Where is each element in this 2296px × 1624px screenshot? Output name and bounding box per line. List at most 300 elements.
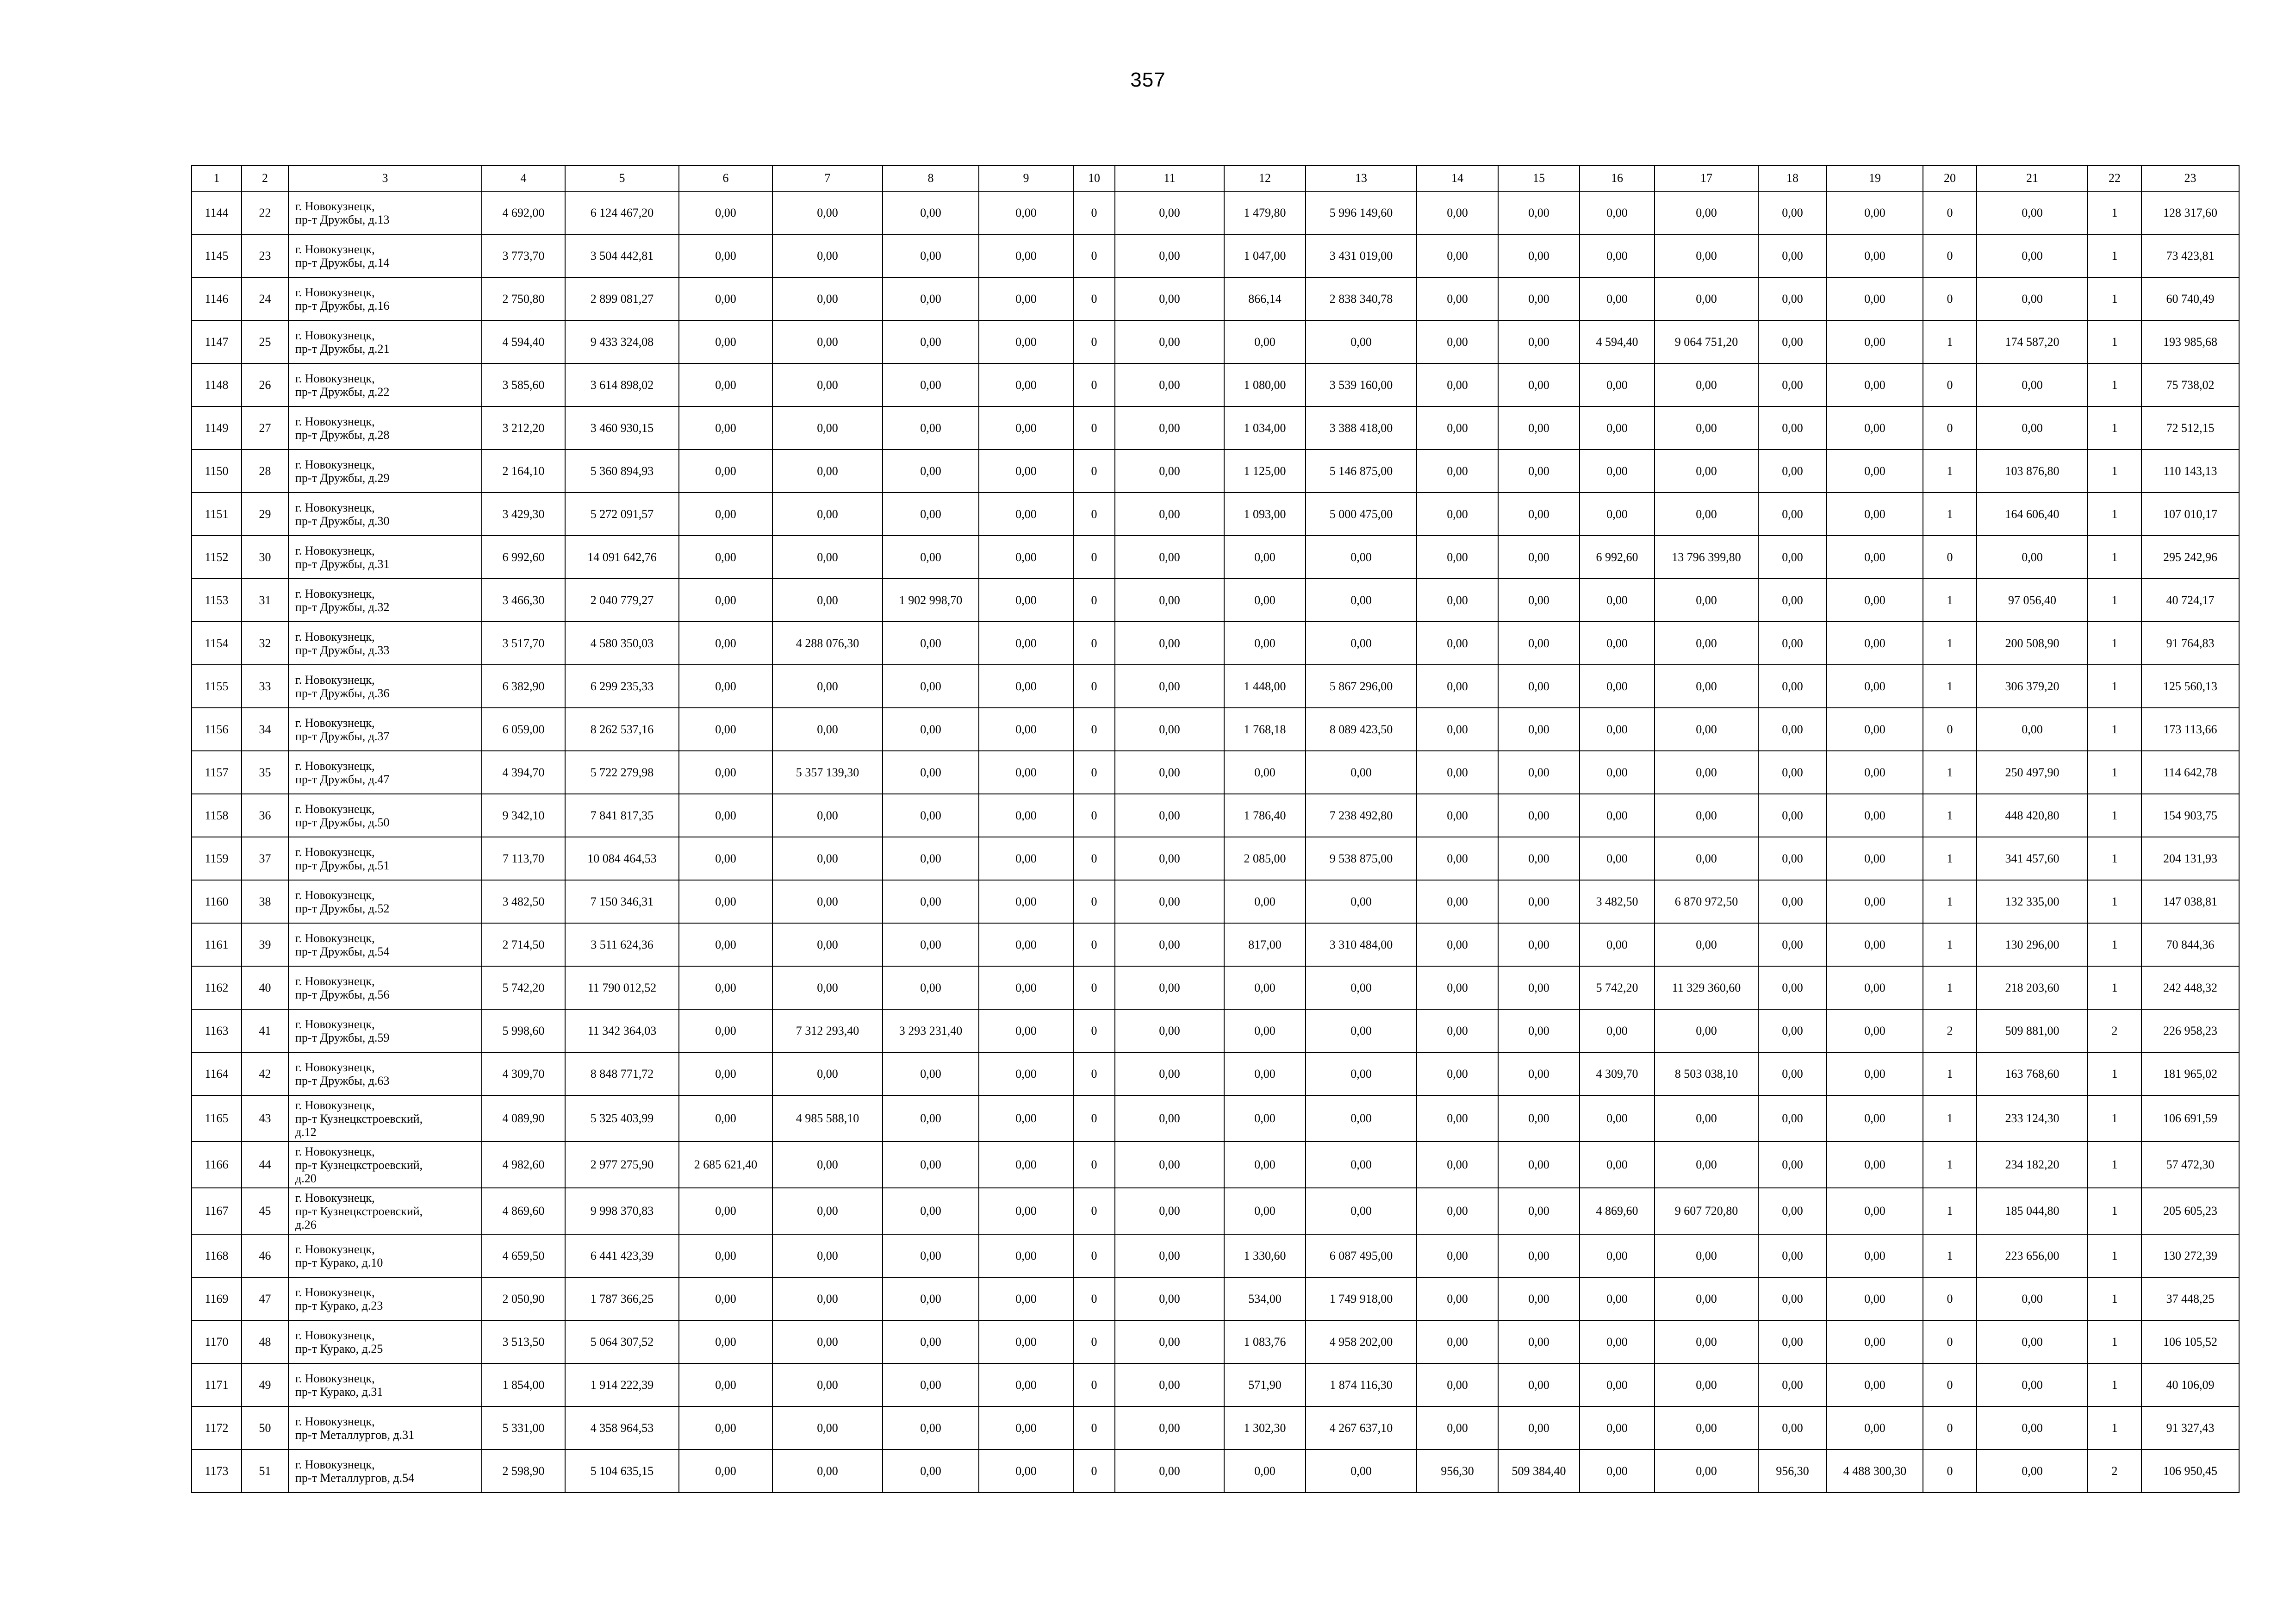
table-row: [192, 880, 2239, 923]
address-line: г. Новокузнецк,: [295, 1191, 375, 1205]
table-cell-col-19: 0,00: [1827, 363, 1923, 406]
table-cell-col-10: 0: [1073, 1234, 1115, 1277]
table-cell-col-18: 0,00: [1758, 1234, 1827, 1277]
table-cell-col-16: 0,00: [1580, 450, 1655, 493]
table-cell-col-19: 0,00: [1827, 1142, 1923, 1188]
table-cell-col-7: 0,00: [772, 1142, 883, 1188]
table-cell-col-14: 0,00: [1417, 536, 1498, 579]
table-cell-col-5: 11 790 012,52: [565, 966, 679, 1009]
table-cell-col-23: 205 605,23: [2141, 1188, 2239, 1234]
table-cell-col-4: 6 382,90: [482, 665, 565, 708]
table-cell-col-8: 0,00: [883, 794, 979, 837]
table-cell-col-13: 5 996 149,60: [1306, 191, 1417, 234]
table-cell-col-21: 200 508,90: [1977, 622, 2088, 665]
address-line: пр-т Дружбы, д.32: [295, 600, 390, 614]
table-cell-col-17: 0,00: [1655, 751, 1758, 794]
table-cell-col-21: 0,00: [1977, 1363, 2088, 1406]
table-cell-col-22: 1: [2088, 880, 2141, 923]
table-cell-col-10: 0: [1073, 536, 1115, 579]
table-cell-col-12: 571,90: [1224, 1363, 1306, 1406]
table-cell-col-21: 306 379,20: [1977, 665, 2088, 708]
table-cell-col-1: 1172: [192, 1406, 242, 1449]
address-line: г. Новокузнецк,: [295, 845, 375, 859]
table-cell-col-6: 0,00: [679, 1277, 772, 1320]
table-cell-col-2: 22: [242, 191, 288, 234]
table-cell-col-12: 817,00: [1224, 923, 1306, 966]
table-cell-col-14: 0,00: [1417, 1406, 1498, 1449]
table-cell-col-13: 4 958 202,00: [1306, 1320, 1417, 1363]
table-cell-col-10: 0: [1073, 837, 1115, 880]
address-line: г. Новокузнецк,: [295, 457, 375, 471]
table-cell-col-14: 0,00: [1417, 1363, 1498, 1406]
table-cell-col-5: 14 091 642,76: [565, 536, 679, 579]
table-cell-col-7: 0,00: [772, 1363, 883, 1406]
table-cell-col-5: 3 504 442,81: [565, 234, 679, 277]
table-cell-col-19: 0,00: [1827, 1009, 1923, 1052]
table-cell-col-11: 0,00: [1115, 1406, 1224, 1449]
table-cell-col-15: 0,00: [1498, 1320, 1580, 1363]
table-cell-col-8: 0,00: [883, 493, 979, 536]
table-cell-col-2: 33: [242, 665, 288, 708]
address-line: г. Новокузнецк,: [295, 1017, 375, 1031]
table-cell-col-11: 0,00: [1115, 966, 1224, 1009]
table-cell-col-18: 0,00: [1758, 234, 1827, 277]
table-cell-col-15: 509 384,40: [1498, 1449, 1580, 1493]
table-cell-col-4: 4 869,60: [482, 1188, 565, 1234]
table-cell-col-22: 1: [2088, 234, 2141, 277]
table-cell-col-17: 13 796 399,80: [1655, 536, 1758, 579]
table-cell-col-22: 1: [2088, 320, 2141, 363]
table-cell-col-16: 0,00: [1580, 363, 1655, 406]
table-cell-col-21: 233 124,30: [1977, 1095, 2088, 1142]
table-cell-col-1: 1164: [192, 1052, 242, 1095]
table-cell-col-13: 0,00: [1306, 320, 1417, 363]
table-cell-col-8: 0,00: [883, 622, 979, 665]
table-cell-col-5: 6 124 467,20: [565, 191, 679, 234]
table-cell-col-10: 0: [1073, 1363, 1115, 1406]
table-cell-col-20: 0: [1923, 363, 1977, 406]
table-cell-col-14: 0,00: [1417, 406, 1498, 450]
address-cell: [288, 493, 482, 536]
table-cell-col-12: 0,00: [1224, 1449, 1306, 1493]
address-line: г. Новокузнецк,: [295, 673, 375, 687]
table-cell-col-10: 0: [1073, 665, 1115, 708]
table-cell-col-5: 4 358 964,53: [565, 1406, 679, 1449]
table-cell-col-8: 0,00: [883, 1095, 979, 1142]
table-cell-col-21: 0,00: [1977, 1406, 2088, 1449]
address-cell: [288, 1449, 482, 1493]
table-cell-col-21: 163 768,60: [1977, 1052, 2088, 1095]
table-cell-col-1: 1169: [192, 1277, 242, 1320]
table-cell-col-18: 0,00: [1758, 320, 1827, 363]
table-cell-col-16: 0,00: [1580, 1406, 1655, 1449]
table-cell-col-2: 50: [242, 1406, 288, 1449]
table-cell-col-8: 3 293 231,40: [883, 1009, 979, 1052]
table-cell-col-8: 0,00: [883, 880, 979, 923]
table-cell-col-8: 0,00: [883, 406, 979, 450]
table-row: [192, 191, 2239, 234]
table-cell-col-6: 0,00: [679, 579, 772, 622]
table-cell-col-20: 1: [1923, 320, 1977, 363]
table-cell-col-17: 0,00: [1655, 708, 1758, 751]
address-cell: [288, 579, 482, 622]
table-cell-col-13: 0,00: [1306, 579, 1417, 622]
table-cell-col-14: 0,00: [1417, 751, 1498, 794]
table-cell-col-23: 40 724,17: [2141, 579, 2239, 622]
table-cell-col-6: 0,00: [679, 665, 772, 708]
table-cell-col-1: 1170: [192, 1320, 242, 1363]
table-cell-col-7: 5 357 139,30: [772, 751, 883, 794]
table-cell-col-16: 4 869,60: [1580, 1188, 1655, 1234]
table-header-row: [192, 165, 2239, 191]
table-cell-col-11: 0,00: [1115, 277, 1224, 320]
table-cell-col-23: 70 844,36: [2141, 923, 2239, 966]
table-cell-col-15: 0,00: [1498, 794, 1580, 837]
table-cell-col-5: 7 150 346,31: [565, 880, 679, 923]
table-cell-col-21: 103 876,80: [1977, 450, 2088, 493]
table-cell-col-13: 7 238 492,80: [1306, 794, 1417, 837]
table-cell-col-16: 4 594,40: [1580, 320, 1655, 363]
register-table: [191, 165, 2240, 1493]
table-cell-col-20: 1: [1923, 880, 1977, 923]
address-cell: [288, 622, 482, 665]
table-cell-col-9: 0,00: [979, 493, 1073, 536]
table-cell-col-9: 0,00: [979, 234, 1073, 277]
column-number-6: 6: [679, 165, 772, 191]
address-cell: [288, 406, 482, 450]
table-cell-col-1: 1148: [192, 363, 242, 406]
table-cell-col-9: 0,00: [979, 320, 1073, 363]
address-line: пр-т Дружбы, д.50: [295, 815, 390, 829]
table-cell-col-21: 0,00: [1977, 536, 2088, 579]
table-row: [192, 1277, 2239, 1320]
table-cell-col-21: 0,00: [1977, 1277, 2088, 1320]
table-cell-col-17: 0,00: [1655, 837, 1758, 880]
table-cell-col-15: 0,00: [1498, 1188, 1580, 1234]
table-cell-col-21: 509 881,00: [1977, 1009, 2088, 1052]
address-cell: [288, 1142, 482, 1188]
table-cell-col-20: 1: [1923, 1188, 1977, 1234]
table-cell-col-11: 0,00: [1115, 1320, 1224, 1363]
table-cell-col-12: 0,00: [1224, 1052, 1306, 1095]
table-cell-col-11: 0,00: [1115, 1142, 1224, 1188]
table-cell-col-1: 1173: [192, 1449, 242, 1493]
table-cell-col-7: 0,00: [772, 493, 883, 536]
address-cell: [288, 234, 482, 277]
table-cell-col-6: 0,00: [679, 1052, 772, 1095]
table-cell-col-23: 106 105,52: [2141, 1320, 2239, 1363]
table-cell-col-22: 1: [2088, 1320, 2141, 1363]
table-cell-col-22: 1: [2088, 1188, 2141, 1234]
table-cell-col-5: 10 084 464,53: [565, 837, 679, 880]
address-cell: [288, 1363, 482, 1406]
table-cell-col-15: 0,00: [1498, 923, 1580, 966]
table-cell-col-10: 0: [1073, 708, 1115, 751]
table-cell-col-1: 1144: [192, 191, 242, 234]
address-line: г. Новокузнецк,: [295, 414, 375, 428]
table-cell-col-21: 130 296,00: [1977, 923, 2088, 966]
address-line: г. Новокузнецк,: [295, 931, 375, 945]
table-cell-col-6: 0,00: [679, 1188, 772, 1234]
table-cell-col-18: 956,30: [1758, 1449, 1827, 1493]
table-cell-col-2: 47: [242, 1277, 288, 1320]
address-line: пр-т Дружбы, д.63: [295, 1074, 390, 1087]
table-cell-col-10: 0: [1073, 622, 1115, 665]
table-cell-col-16: 0,00: [1580, 579, 1655, 622]
table-cell-col-11: 0,00: [1115, 406, 1224, 450]
table-cell-col-14: 0,00: [1417, 191, 1498, 234]
table-cell-col-15: 0,00: [1498, 1095, 1580, 1142]
table-cell-col-16: 0,00: [1580, 1095, 1655, 1142]
table-cell-col-2: 34: [242, 708, 288, 751]
table-cell-col-9: 0,00: [979, 277, 1073, 320]
table-cell-col-17: 0,00: [1655, 1406, 1758, 1449]
table-cell-col-11: 0,00: [1115, 320, 1224, 363]
table-cell-col-1: 1146: [192, 277, 242, 320]
table-cell-col-4: 4 692,00: [482, 191, 565, 234]
column-number-2: 2: [242, 165, 288, 191]
table-cell-col-16: 4 309,70: [1580, 1052, 1655, 1095]
table-cell-col-19: 0,00: [1827, 665, 1923, 708]
table-cell-col-14: 0,00: [1417, 708, 1498, 751]
table-cell-col-15: 0,00: [1498, 191, 1580, 234]
table-cell-col-6: 0,00: [679, 1009, 772, 1052]
table-cell-col-9: 0,00: [979, 363, 1073, 406]
table-cell-col-12: 1 768,18: [1224, 708, 1306, 751]
table-cell-col-20: 1: [1923, 1142, 1977, 1188]
table-cell-col-20: 1: [1923, 493, 1977, 536]
table-cell-col-20: 1: [1923, 751, 1977, 794]
table-cell-col-15: 0,00: [1498, 450, 1580, 493]
table-cell-col-12: 0,00: [1224, 579, 1306, 622]
table-cell-col-13: 8 089 423,50: [1306, 708, 1417, 751]
table-cell-col-17: 11 329 360,60: [1655, 966, 1758, 1009]
table-cell-col-17: 0,00: [1655, 1277, 1758, 1320]
table-cell-col-7: 0,00: [772, 794, 883, 837]
table-cell-col-15: 0,00: [1498, 579, 1580, 622]
table-cell-col-17: 0,00: [1655, 622, 1758, 665]
table-cell-col-9: 0,00: [979, 1009, 1073, 1052]
table-cell-col-8: 0,00: [883, 277, 979, 320]
column-number-7: 7: [772, 165, 883, 191]
table-cell-col-2: 41: [242, 1009, 288, 1052]
table-cell-col-11: 0,00: [1115, 579, 1224, 622]
table-cell-col-9: 0,00: [979, 837, 1073, 880]
table-cell-col-5: 3 511 624,36: [565, 923, 679, 966]
table-cell-col-12: 1 330,60: [1224, 1234, 1306, 1277]
table-cell-col-21: 0,00: [1977, 363, 2088, 406]
address-line: г. Новокузнецк,: [295, 500, 375, 514]
table-cell-col-16: 0,00: [1580, 923, 1655, 966]
address-cell: [288, 320, 482, 363]
table-cell-col-7: 0,00: [772, 665, 883, 708]
table-cell-col-22: 1: [2088, 363, 2141, 406]
column-number-12: 12: [1224, 165, 1306, 191]
table-cell-col-21: 0,00: [1977, 406, 2088, 450]
address-line: г. Новокузнецк,: [295, 543, 375, 557]
table-cell-col-6: 2 685 621,40: [679, 1142, 772, 1188]
table-cell-col-20: 1: [1923, 923, 1977, 966]
table-cell-col-21: 250 497,90: [1977, 751, 2088, 794]
table-cell-col-16: 0,00: [1580, 191, 1655, 234]
table-cell-col-7: 0,00: [772, 966, 883, 1009]
table-row: [192, 837, 2239, 880]
table-cell-col-16: 0,00: [1580, 1449, 1655, 1493]
table-cell-col-5: 5 272 091,57: [565, 493, 679, 536]
address-cell: [288, 1406, 482, 1449]
table-cell-col-8: 1 902 998,70: [883, 579, 979, 622]
table-cell-col-17: 0,00: [1655, 1095, 1758, 1142]
address-line: г. Новокузнецк,: [295, 1144, 375, 1158]
table-cell-col-14: 0,00: [1417, 880, 1498, 923]
table-cell-col-23: 75 738,02: [2141, 363, 2239, 406]
table-cell-col-16: 0,00: [1580, 1234, 1655, 1277]
table-cell-col-19: 0,00: [1827, 794, 1923, 837]
table-cell-col-9: 0,00: [979, 880, 1073, 923]
table-cell-col-9: 0,00: [979, 579, 1073, 622]
table-row: [192, 363, 2239, 406]
address-line: пр-т Дружбы, д.59: [295, 1031, 390, 1044]
table-cell-col-17: 0,00: [1655, 363, 1758, 406]
table-cell-col-4: 5 998,60: [482, 1009, 565, 1052]
table-row: [192, 1363, 2239, 1406]
table-cell-col-18: 0,00: [1758, 277, 1827, 320]
table-cell-col-14: 0,00: [1417, 665, 1498, 708]
table-cell-col-1: 1149: [192, 406, 242, 450]
table-cell-col-4: 3 482,50: [482, 880, 565, 923]
address-line: г. Новокузнецк,: [295, 285, 375, 299]
table-cell-col-7: 4 985 588,10: [772, 1095, 883, 1142]
table-cell-col-14: 0,00: [1417, 837, 1498, 880]
table-cell-col-23: 106 950,45: [2141, 1449, 2239, 1493]
address-line: пр-т Курако, д.25: [295, 1342, 383, 1355]
table-cell-col-11: 0,00: [1115, 1188, 1224, 1234]
table-cell-col-19: 0,00: [1827, 1095, 1923, 1142]
table-cell-col-6: 0,00: [679, 1406, 772, 1449]
table-cell-col-14: 0,00: [1417, 320, 1498, 363]
table-cell-col-19: 0,00: [1827, 1363, 1923, 1406]
table-cell-col-8: 0,00: [883, 191, 979, 234]
table-cell-col-4: 6 992,60: [482, 536, 565, 579]
table-cell-col-4: 7 113,70: [482, 837, 565, 880]
table-cell-col-11: 0,00: [1115, 191, 1224, 234]
table-cell-col-12: 1 479,80: [1224, 191, 1306, 234]
table-cell-col-17: 9 064 751,20: [1655, 320, 1758, 363]
table-cell-col-21: 0,00: [1977, 1449, 2088, 1493]
table-cell-col-18: 0,00: [1758, 708, 1827, 751]
table-cell-col-10: 0: [1073, 1142, 1115, 1188]
table-row: [192, 320, 2239, 363]
table-row: [192, 966, 2239, 1009]
table-cell-col-14: 0,00: [1417, 450, 1498, 493]
table-cell-col-15: 0,00: [1498, 837, 1580, 880]
table-cell-col-6: 0,00: [679, 406, 772, 450]
table-cell-col-16: 0,00: [1580, 622, 1655, 665]
table-cell-col-19: 0,00: [1827, 579, 1923, 622]
table-cell-col-10: 0: [1073, 1188, 1115, 1234]
address-line: пр-т Металлургов, д.31: [295, 1428, 415, 1442]
table-cell-col-12: 1 034,00: [1224, 406, 1306, 450]
address-line: г. Новокузнецк,: [295, 630, 375, 643]
table-cell-col-9: 0,00: [979, 191, 1073, 234]
table-cell-col-22: 1: [2088, 966, 2141, 1009]
table-cell-col-6: 0,00: [679, 1320, 772, 1363]
table-cell-col-9: 0,00: [979, 1449, 1073, 1493]
table-cell-col-9: 0,00: [979, 1320, 1073, 1363]
table-cell-col-22: 1: [2088, 1363, 2141, 1406]
table-cell-col-7: 0,00: [772, 1449, 883, 1493]
table-cell-col-10: 0: [1073, 234, 1115, 277]
table-cell-col-8: 0,00: [883, 665, 979, 708]
table-cell-col-8: 0,00: [883, 1277, 979, 1320]
table-cell-col-9: 0,00: [979, 1363, 1073, 1406]
table-cell-col-1: 1151: [192, 493, 242, 536]
table-cell-col-23: 295 242,96: [2141, 536, 2239, 579]
table-cell-col-18: 0,00: [1758, 1363, 1827, 1406]
address-line: г. Новокузнецк,: [295, 1371, 375, 1385]
table-cell-col-22: 1: [2088, 751, 2141, 794]
column-number-1: 1: [192, 165, 242, 191]
table-cell-col-6: 0,00: [679, 794, 772, 837]
table-cell-col-2: 51: [242, 1449, 288, 1493]
table-cell-col-20: 1: [1923, 622, 1977, 665]
table-cell-col-16: 0,00: [1580, 708, 1655, 751]
table-cell-col-16: 0,00: [1580, 751, 1655, 794]
table-cell-col-14: 0,00: [1417, 1277, 1498, 1320]
table-cell-col-15: 0,00: [1498, 1406, 1580, 1449]
table-cell-col-7: 0,00: [772, 923, 883, 966]
table-cell-col-4: 2 598,90: [482, 1449, 565, 1493]
table-cell-col-23: 130 272,39: [2141, 1234, 2239, 1277]
table-cell-col-21: 0,00: [1977, 277, 2088, 320]
table-cell-col-23: 106 691,59: [2141, 1095, 2239, 1142]
column-number-18: 18: [1758, 165, 1827, 191]
table-cell-col-8: 0,00: [883, 1052, 979, 1095]
table-cell-col-21: 0,00: [1977, 191, 2088, 234]
column-number-8: 8: [883, 165, 979, 191]
address-cell: [288, 191, 482, 234]
table-cell-col-20: 0: [1923, 1320, 1977, 1363]
table-cell-col-8: 0,00: [883, 363, 979, 406]
table-cell-col-5: 8 848 771,72: [565, 1052, 679, 1095]
table-cell-col-10: 0: [1073, 579, 1115, 622]
table-cell-col-1: 1145: [192, 234, 242, 277]
table-row: [192, 1449, 2239, 1493]
address-line: пр-т Дружбы, д.22: [295, 385, 390, 399]
table-cell-col-13: 0,00: [1306, 1142, 1417, 1188]
table-cell-col-19: 0,00: [1827, 1234, 1923, 1277]
table-cell-col-7: 0,00: [772, 880, 883, 923]
table-cell-col-14: 0,00: [1417, 363, 1498, 406]
column-number-5: 5: [565, 165, 679, 191]
table-cell-col-12: 0,00: [1224, 880, 1306, 923]
table-cell-col-2: 43: [242, 1095, 288, 1142]
table-cell-col-10: 0: [1073, 1052, 1115, 1095]
table-cell-col-9: 0,00: [979, 708, 1073, 751]
table-cell-col-14: 0,00: [1417, 1009, 1498, 1052]
table-cell-col-22: 1: [2088, 1406, 2141, 1449]
table-cell-col-22: 1: [2088, 1277, 2141, 1320]
table-cell-col-14: 0,00: [1417, 1095, 1498, 1142]
table-cell-col-20: 0: [1923, 406, 1977, 450]
address-line: пр-т Дружбы, д.47: [295, 772, 390, 786]
column-number-22: 22: [2088, 165, 2141, 191]
address-line: г. Новокузнецк,: [295, 1285, 375, 1299]
table-cell-col-22: 1: [2088, 622, 2141, 665]
table-cell-col-12: 1 083,76: [1224, 1320, 1306, 1363]
table-cell-col-1: 1147: [192, 320, 242, 363]
table-cell-col-23: 73 423,81: [2141, 234, 2239, 277]
